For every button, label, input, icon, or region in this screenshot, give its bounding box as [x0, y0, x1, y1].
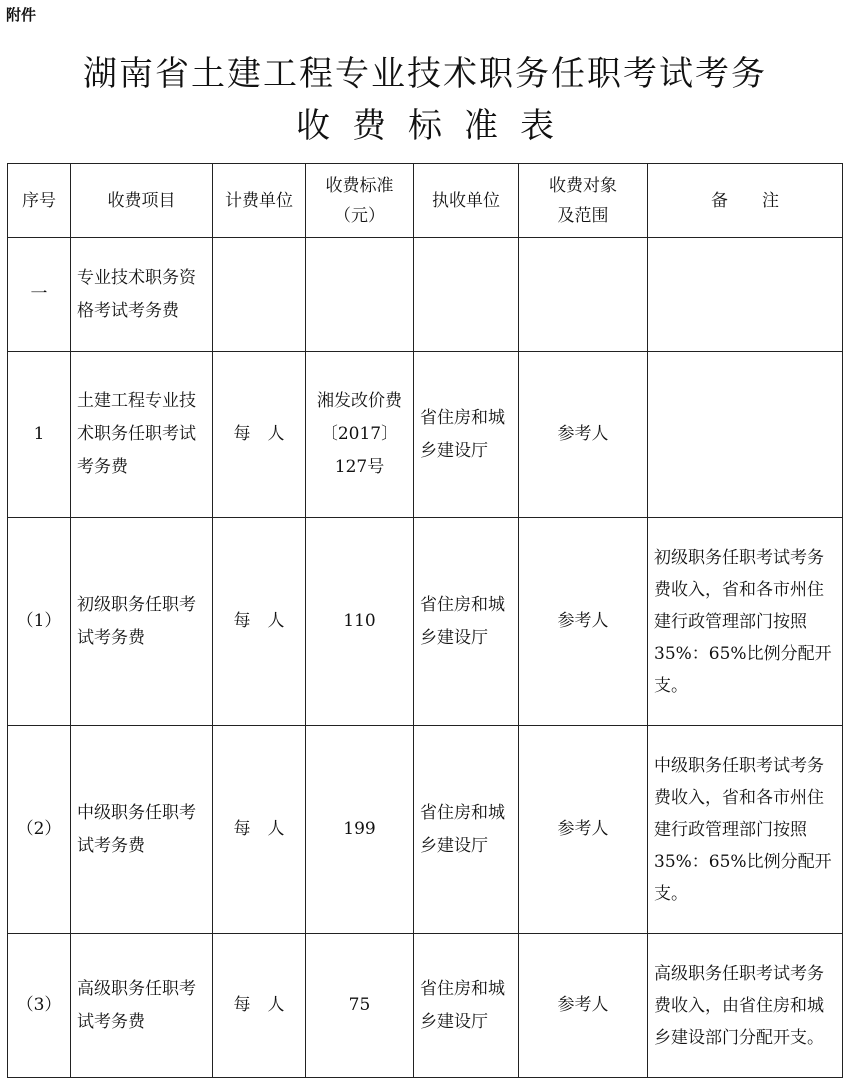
row-target: 参考人	[519, 934, 648, 1078]
row-item: 土建工程专业技术职务任职考试考务费	[71, 352, 213, 518]
row-seq: （1）	[8, 518, 71, 726]
header-standard-line2: （元）	[334, 205, 385, 226]
row-collector	[414, 238, 519, 352]
row-standard: 湘发改价费〔2017〕127号	[306, 352, 414, 518]
row-remark: 初级职务任职考试考务费收入，省和各市州住建行政管理部门按照35%：65%比例分配开支。	[648, 518, 843, 726]
row-standard: 75	[306, 934, 414, 1078]
table-row	[8, 238, 843, 352]
header-remark: 备 注	[648, 164, 843, 238]
row-collector: 省住房和城乡建设厅	[414, 726, 519, 934]
table-row	[8, 726, 843, 934]
table-row	[8, 934, 843, 1078]
table-row	[8, 518, 843, 726]
row-item: 中级职务任职考试考务费	[71, 726, 213, 934]
header-standard-line1: 收费标准	[325, 175, 394, 196]
table-header-row	[8, 164, 843, 238]
row-target: 参考人	[519, 518, 648, 726]
header-collector: 执收单位	[414, 164, 519, 238]
row-target: 参考人	[519, 352, 648, 518]
row-seq: 1	[8, 352, 71, 518]
row-seq: 一	[8, 238, 71, 352]
fee-standard-table	[7, 163, 843, 1078]
document-title: 湖南省土建工程专业技术职务任职考试考务	[83, 54, 767, 94]
row-remark: 中级职务任职考试考务费收入，省和各市州住建行政管理部门按照35%：65%比例分配开支。	[648, 726, 843, 934]
row-item: 专业技术职务资格考试考务费	[71, 238, 213, 352]
header-target	[519, 164, 648, 238]
header-standard	[306, 164, 414, 238]
row-target: 参考人	[519, 726, 648, 934]
row-remark	[648, 352, 843, 518]
row-standard: 110	[306, 518, 414, 726]
header-seq: 序号	[8, 164, 71, 238]
row-seq: （2）	[8, 726, 71, 934]
header-target-line1: 收费对象	[549, 175, 617, 196]
row-unit: 每 人	[213, 352, 306, 518]
row-target	[519, 238, 648, 352]
row-unit	[213, 238, 306, 352]
table-row	[8, 352, 843, 518]
row-item: 初级职务任职考试考务费	[71, 518, 213, 726]
row-unit: 每 人	[213, 934, 306, 1078]
header-item: 收费项目	[71, 164, 213, 238]
row-unit: 每 人	[213, 726, 306, 934]
attachment-label: 附件	[6, 6, 37, 24]
row-standard: 199	[306, 726, 414, 934]
row-remark	[648, 238, 843, 352]
document-subtitle: 收费标准表	[296, 106, 576, 146]
header-unit: 计费单位	[213, 164, 306, 238]
row-collector: 省住房和城乡建设厅	[414, 518, 519, 726]
header-target-line2: 及范围	[557, 205, 609, 226]
row-unit: 每 人	[213, 518, 306, 726]
row-standard	[306, 238, 414, 352]
row-remark: 高级职务任职考试考务费收入，由省住房和城乡建设部门分配开支。	[648, 934, 843, 1078]
row-collector: 省住房和城乡建设厅	[414, 934, 519, 1078]
row-collector: 省住房和城乡建设厅	[414, 352, 519, 518]
row-seq: （3）	[8, 934, 71, 1078]
row-item: 高级职务任职考试考务费	[71, 934, 213, 1078]
